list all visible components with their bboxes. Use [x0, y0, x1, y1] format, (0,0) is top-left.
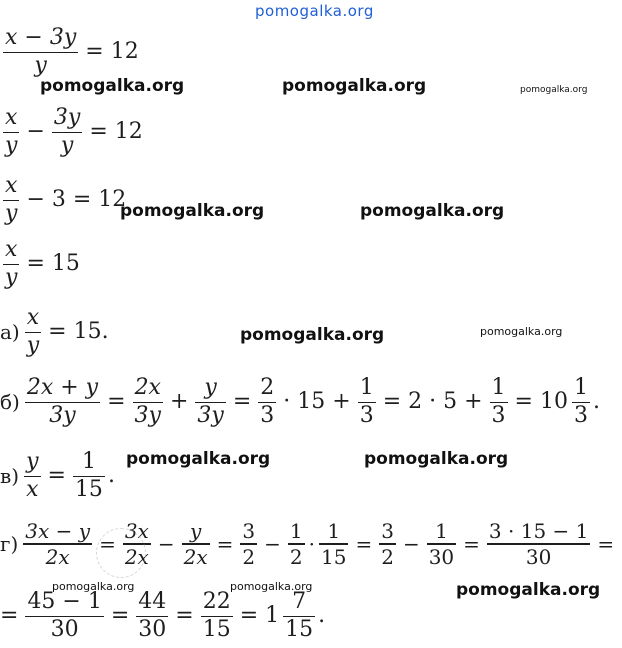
watermark: pomogalka.org [282, 76, 427, 96]
numerator: x [5, 173, 18, 198]
denominator: 3y [197, 403, 224, 429]
fraction [572, 376, 590, 429]
operator: − [402, 532, 420, 557]
fraction [3, 238, 19, 291]
numerator: 1 [359, 375, 374, 400]
watermark: pomogalka.org [240, 325, 385, 345]
equation-rhs: = 15 [26, 251, 80, 277]
watermark: pomogalka.org [230, 580, 313, 593]
denominator: 2x [183, 544, 208, 569]
numerator: x − 3y [5, 25, 77, 50]
denominator: 30 [525, 544, 552, 569]
fraction [3, 106, 19, 159]
fraction [240, 520, 257, 568]
denominator: 15 [285, 617, 314, 643]
denominator: 30 [138, 617, 167, 643]
operator: · 15 + [283, 389, 351, 415]
numerator: 3 · 15 − 1 [488, 519, 589, 543]
part-a [0, 306, 113, 359]
fraction [319, 520, 348, 568]
numerator: 1 [81, 449, 96, 474]
operator: = [597, 532, 615, 557]
operator: = 2 · 5 + [382, 389, 483, 415]
operator: = [110, 603, 130, 629]
fraction [195, 376, 225, 429]
watermark-top: pomogalka.org [255, 2, 374, 20]
denominator: y [5, 133, 18, 159]
operator: = [175, 603, 194, 629]
fraction [427, 520, 456, 568]
equation-rhs: = 12 [85, 39, 139, 65]
numerator: 3y [53, 105, 81, 130]
denominator: 3 [491, 403, 506, 429]
fraction [52, 106, 82, 159]
fraction [288, 520, 305, 568]
numerator: 1 [289, 519, 303, 543]
equation-rest: − 3 = 12 [26, 187, 127, 213]
denominator: 15 [320, 544, 347, 569]
fraction [24, 450, 40, 503]
operator: = 10 [514, 389, 568, 415]
watermark: pomogalka.org [126, 449, 271, 469]
stamp-mark [96, 528, 146, 578]
numerator: 2x + y [26, 375, 99, 400]
period: . [592, 389, 600, 415]
part-v [0, 450, 115, 503]
operator: = [107, 389, 126, 415]
numerator: x [26, 305, 40, 330]
denominator: x [26, 477, 39, 503]
numerator: y [26, 449, 39, 474]
numerator: 1 [491, 375, 506, 400]
operator: − [157, 532, 175, 557]
numerator: 3x − y [25, 519, 91, 543]
operator: = [99, 532, 116, 557]
part-label: в) [0, 464, 20, 489]
denominator: 3 [573, 403, 588, 429]
watermark: pomogalka.org [364, 449, 509, 469]
operator: = [0, 603, 19, 629]
operator: = [232, 389, 252, 415]
denominator: 2 [381, 544, 394, 569]
denominator: 3y [134, 403, 161, 429]
equation-line-3 [0, 174, 130, 227]
part-g [0, 520, 614, 568]
watermark: pomogalka.org [456, 580, 601, 600]
numerator: 1 [435, 519, 448, 543]
operator: = [216, 532, 234, 557]
denominator: 3 [359, 403, 374, 429]
denominator: y [26, 333, 40, 359]
denominator: 3 [260, 403, 275, 429]
denominator: 15 [202, 617, 231, 643]
numerator: 45 − 1 [27, 589, 102, 614]
watermark: pomogalka.org [480, 325, 563, 338]
operator: + [169, 389, 189, 415]
numerator: x [5, 105, 18, 130]
denominator: 3y [49, 403, 76, 429]
fraction [3, 26, 78, 79]
operator: − [26, 119, 45, 145]
fraction [25, 376, 100, 429]
part-b [0, 376, 600, 429]
numerator: 2 [260, 375, 275, 400]
equation-rhs: = 15. [48, 319, 109, 345]
part-label: а) [0, 320, 20, 345]
fraction [133, 376, 163, 429]
operator: = [463, 532, 480, 557]
fraction [258, 376, 276, 429]
numerator: 44 [138, 589, 167, 614]
numerator: 7 [292, 589, 307, 614]
fraction [201, 590, 233, 643]
watermark: pomogalka.org [360, 201, 505, 221]
fraction [379, 520, 396, 568]
operator: · [308, 532, 315, 557]
denominator: 2 [242, 544, 256, 569]
denominator: 2x [45, 544, 70, 569]
fraction [25, 590, 103, 643]
numerator: 3x [124, 519, 149, 543]
fraction [283, 590, 315, 643]
fraction [487, 520, 590, 568]
period: . [107, 463, 115, 489]
watermark: pomogalka.org [52, 580, 135, 593]
period: . [318, 603, 326, 629]
equation-rhs: = 12 [89, 119, 143, 145]
part-g-continued [0, 590, 325, 643]
denominator: y [5, 265, 18, 291]
equation-line-1 [0, 26, 143, 79]
denominator: 15 [74, 477, 103, 503]
watermark: pomogalka.org [40, 76, 185, 96]
denominator: 2x [124, 544, 149, 569]
fraction [490, 376, 508, 429]
numerator: 3 [381, 519, 394, 543]
fraction [25, 306, 41, 359]
watermark: pomogalka.org [520, 85, 588, 95]
fraction [23, 520, 92, 568]
numerator: y [189, 519, 202, 543]
denominator: 30 [50, 617, 79, 643]
numerator: 22 [202, 589, 231, 614]
denominator: y [60, 133, 74, 159]
equation-line-4 [0, 238, 84, 291]
fraction [358, 376, 376, 429]
denominator: 30 [428, 544, 455, 569]
numerator: 1 [327, 519, 341, 543]
part-label: б) [0, 390, 20, 415]
fraction [136, 590, 168, 643]
numerator: 2x [134, 375, 161, 400]
denominator: 2 [289, 544, 303, 569]
numerator: 3 [242, 519, 256, 543]
numerator: y [204, 375, 217, 400]
equation-line-2 [0, 106, 147, 159]
denominator: y [34, 53, 47, 79]
part-label: г) [0, 532, 19, 557]
fraction [182, 520, 210, 568]
denominator: y [5, 201, 18, 227]
numerator: x [5, 237, 18, 262]
operator: = [355, 532, 373, 557]
operator: = [47, 463, 66, 489]
numerator: 1 [573, 375, 588, 400]
watermark: pomogalka.org [120, 201, 265, 221]
operator: = 1 [239, 603, 280, 629]
fraction [73, 450, 105, 503]
fraction [3, 174, 19, 227]
operator: − [264, 532, 281, 557]
